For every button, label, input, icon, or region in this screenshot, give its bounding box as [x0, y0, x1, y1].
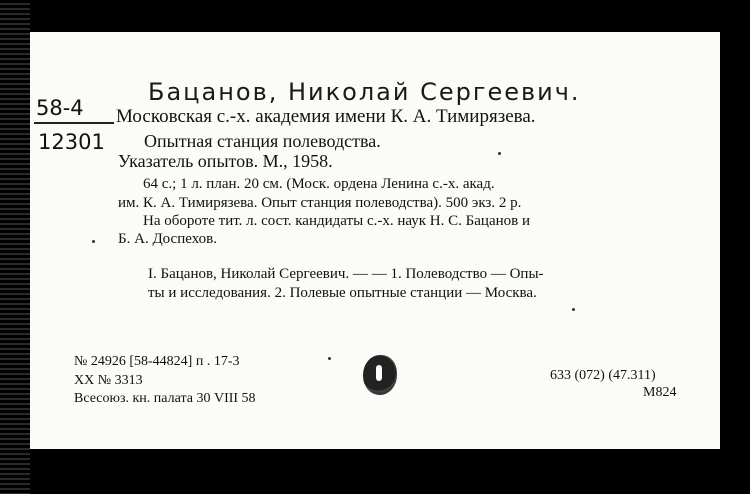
tracing-line-2: ты и исследования. 2. Полевые опытные станции — Москва. — [148, 285, 537, 301]
footer-chamber: Всесоюз. кн. палата 30 VIII 58 — [74, 391, 256, 406]
description-line-2: им. К. А. Тимирязева. Опыт станция полеводства). 500 экз. 2 р. — [118, 195, 522, 211]
description-line-4: Б. А. Доспехов. — [118, 231, 217, 247]
scan-border — [0, 0, 30, 494]
title-line-1: Московская с.-х. академия имени К. А. Тимирязева. — [116, 106, 536, 127]
title-line-2: Опытная станция полеводства. — [144, 131, 381, 151]
footer-classification: 633 (072) (47.311) — [550, 368, 656, 383]
speck — [92, 240, 95, 243]
description-line-1: 64 с.; 1 л. план. 20 см. (Моск. ордена Ленина с.-х. акад. — [143, 176, 495, 192]
speck — [328, 357, 331, 360]
call-number-top: 58-4 — [36, 96, 84, 120]
catalog-card — [30, 32, 720, 449]
ink-stamp-icon — [363, 355, 397, 395]
description-line-3: На обороте тит. л. сост. кандидаты с.-х. наук Н. С. Бацанов и — [143, 213, 530, 229]
title-line-3: Указатель опытов. М., 1958. — [118, 151, 333, 171]
tracing-line-1: I. Бацанов, Николай Сергеевич. — — 1. Полеводство — Опы- — [148, 266, 544, 282]
call-number-divider — [34, 122, 114, 124]
footer-series-number: XX № 3313 — [74, 373, 143, 388]
footer-registration-number: № 24926 [58-44824] п . 17-3 — [74, 354, 240, 369]
call-number-bottom: 12301 — [38, 130, 105, 154]
speck — [498, 152, 501, 155]
speck — [572, 308, 575, 311]
card-heading: Бацанов, Николай Сергеевич. — [148, 78, 581, 106]
footer-author-mark: М824 — [643, 385, 677, 400]
